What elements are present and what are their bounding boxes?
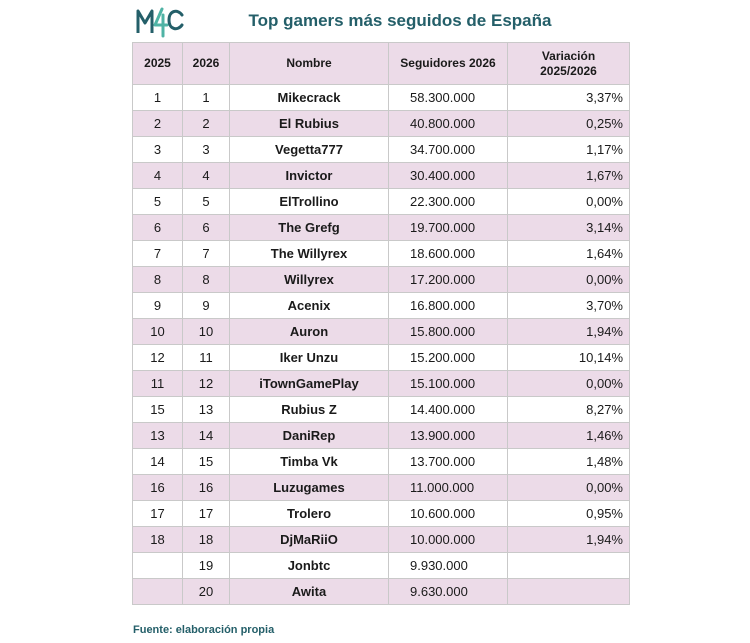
rank-2026-cell: 3 (183, 137, 230, 163)
gamer-name-cell: Mikecrack (230, 85, 389, 111)
gamer-name-cell: ElTrollino (230, 189, 389, 215)
rank-2025-cell: 10 (133, 319, 183, 345)
table-row (133, 371, 630, 397)
gamer-name-cell: DjMaRiiO (230, 527, 389, 553)
followers-cell: 19.700.000 (389, 215, 508, 241)
rank-2025-cell: 18 (133, 527, 183, 553)
table-row (133, 449, 630, 475)
table-row (133, 423, 630, 449)
rank-2026-cell: 17 (183, 501, 230, 527)
variation-cell: 1,48% (508, 449, 630, 475)
followers-cell: 15.800.000 (389, 319, 508, 345)
gamer-name-cell: Timba Vk (230, 449, 389, 475)
rank-2025-cell (133, 579, 183, 605)
table-row (133, 241, 630, 267)
rank-2025-cell: 2 (133, 111, 183, 137)
rank-2025-cell: 6 (133, 215, 183, 241)
rank-2026-cell: 2 (183, 111, 230, 137)
header-followers: Seguidores 2026 (389, 43, 508, 85)
variation-cell: 3,70% (508, 293, 630, 319)
rank-2026-cell: 19 (183, 553, 230, 579)
table-row (133, 397, 630, 423)
followers-cell: 10.600.000 (389, 501, 508, 527)
followers-cell: 17.200.000 (389, 267, 508, 293)
gamer-name-cell: Awita (230, 579, 389, 605)
rank-2025-cell: 16 (133, 475, 183, 501)
gamer-name-cell: Auron (230, 319, 389, 345)
rank-2025-cell (133, 553, 183, 579)
header-rank-2026: 2026 (183, 43, 230, 85)
header-variation-line1: Variación (541, 48, 596, 63)
followers-cell: 10.000.000 (389, 527, 508, 553)
followers-cell: 9.630.000 (389, 579, 508, 605)
variation-cell (508, 579, 630, 605)
variation-cell: 0,00% (508, 371, 630, 397)
gamer-name-cell: Vegetta777 (230, 137, 389, 163)
gamer-name-cell: El Rubius (230, 111, 389, 137)
followers-cell: 15.100.000 (389, 371, 508, 397)
variation-cell: 1,17% (508, 137, 630, 163)
rank-2025-cell: 13 (133, 423, 183, 449)
table-row (133, 163, 630, 189)
followers-cell: 14.400.000 (389, 397, 508, 423)
variation-cell: 0,00% (508, 475, 630, 501)
variation-cell: 8,27% (508, 397, 630, 423)
rank-2025-cell: 15 (133, 397, 183, 423)
rank-2025-cell: 5 (133, 189, 183, 215)
table-row (133, 267, 630, 293)
rank-2025-cell: 14 (133, 449, 183, 475)
m4c-logo (136, 5, 184, 39)
rank-2025-cell: 11 (133, 371, 183, 397)
header-rank-2025: 2025 (133, 43, 183, 85)
variation-cell: 0,95% (508, 501, 630, 527)
ranking-table (132, 42, 630, 605)
rank-2026-cell: 7 (183, 241, 230, 267)
header-variation (508, 43, 630, 85)
rank-2026-cell: 16 (183, 475, 230, 501)
gamer-name-cell: iTownGamePlay (230, 371, 389, 397)
gamer-name-cell: Invictor (230, 163, 389, 189)
gamer-name-cell: Acenix (230, 293, 389, 319)
variation-cell: 10,14% (508, 345, 630, 371)
rank-2025-cell: 3 (133, 137, 183, 163)
followers-cell: 34.700.000 (389, 137, 508, 163)
rank-2026-cell: 8 (183, 267, 230, 293)
gamer-name-cell: Luzugames (230, 475, 389, 501)
gamer-name-cell: Trolero (230, 501, 389, 527)
gamer-name-cell: DaniRep (230, 423, 389, 449)
rank-2025-cell: 12 (133, 345, 183, 371)
followers-cell: 18.600.000 (389, 241, 508, 267)
rank-2026-cell: 20 (183, 579, 230, 605)
rank-2026-cell: 4 (183, 163, 230, 189)
table-row (133, 319, 630, 345)
table-row (133, 111, 630, 137)
variation-cell: 1,64% (508, 241, 630, 267)
followers-cell: 9.930.000 (389, 553, 508, 579)
gamer-name-cell: The Willyrex (230, 241, 389, 267)
rank-2026-cell: 15 (183, 449, 230, 475)
page-title: Top gamers más seguidos de España (248, 11, 552, 30)
variation-cell: 0,25% (508, 111, 630, 137)
variation-cell: 0,00% (508, 189, 630, 215)
variation-cell: 1,46% (508, 423, 630, 449)
rank-2026-cell: 11 (183, 345, 230, 371)
followers-cell: 40.800.000 (389, 111, 508, 137)
table-row (133, 293, 630, 319)
rank-2026-cell: 10 (183, 319, 230, 345)
rank-2026-cell: 14 (183, 423, 230, 449)
variation-cell: 3,14% (508, 215, 630, 241)
header-name: Nombre (230, 43, 389, 85)
variation-cell (508, 553, 630, 579)
rank-2026-cell: 6 (183, 215, 230, 241)
followers-cell: 11.000.000 (389, 475, 508, 501)
header-variation-line2: 2025/2026 (540, 63, 597, 78)
followers-cell: 13.900.000 (389, 423, 508, 449)
rank-2025-cell: 9 (133, 293, 183, 319)
table-row (133, 215, 630, 241)
table-row (133, 501, 630, 527)
table-row (133, 85, 630, 111)
rank-2025-cell: 4 (133, 163, 183, 189)
table-row (133, 527, 630, 553)
variation-cell: 3,37% (508, 85, 630, 111)
table-row (133, 345, 630, 371)
table-row (133, 553, 630, 579)
followers-cell: 15.200.000 (389, 345, 508, 371)
gamer-name-cell: Jonbtc (230, 553, 389, 579)
variation-cell: 1,67% (508, 163, 630, 189)
source-note: Fuente: elaboración propia (133, 624, 275, 636)
m4c-logo-mark (136, 5, 184, 39)
table-row (133, 475, 630, 501)
gamer-name-cell: Iker Unzu (230, 345, 389, 371)
rank-2025-cell: 17 (133, 501, 183, 527)
rank-2025-cell: 8 (133, 267, 183, 293)
gamer-name-cell: Willyrex (230, 267, 389, 293)
rank-2026-cell: 1 (183, 85, 230, 111)
rank-2026-cell: 13 (183, 397, 230, 423)
rank-2026-cell: 9 (183, 293, 230, 319)
rank-2026-cell: 12 (183, 371, 230, 397)
variation-cell: 0,00% (508, 267, 630, 293)
rank-2026-cell: 18 (183, 527, 230, 553)
rank-2026-cell: 5 (183, 189, 230, 215)
followers-cell: 58.300.000 (389, 85, 508, 111)
rank-2025-cell: 7 (133, 241, 183, 267)
rank-2025-cell: 1 (133, 85, 183, 111)
followers-cell: 16.800.000 (389, 293, 508, 319)
variation-cell: 1,94% (508, 319, 630, 345)
followers-cell: 22.300.000 (389, 189, 508, 215)
table-row (133, 137, 630, 163)
gamer-name-cell: The Grefg (230, 215, 389, 241)
followers-cell: 13.700.000 (389, 449, 508, 475)
table-row (133, 579, 630, 605)
gamer-name-cell: Rubius Z (230, 397, 389, 423)
variation-cell: 1,94% (508, 527, 630, 553)
table-row (133, 189, 630, 215)
table-header-row (133, 43, 630, 85)
followers-cell: 30.400.000 (389, 163, 508, 189)
